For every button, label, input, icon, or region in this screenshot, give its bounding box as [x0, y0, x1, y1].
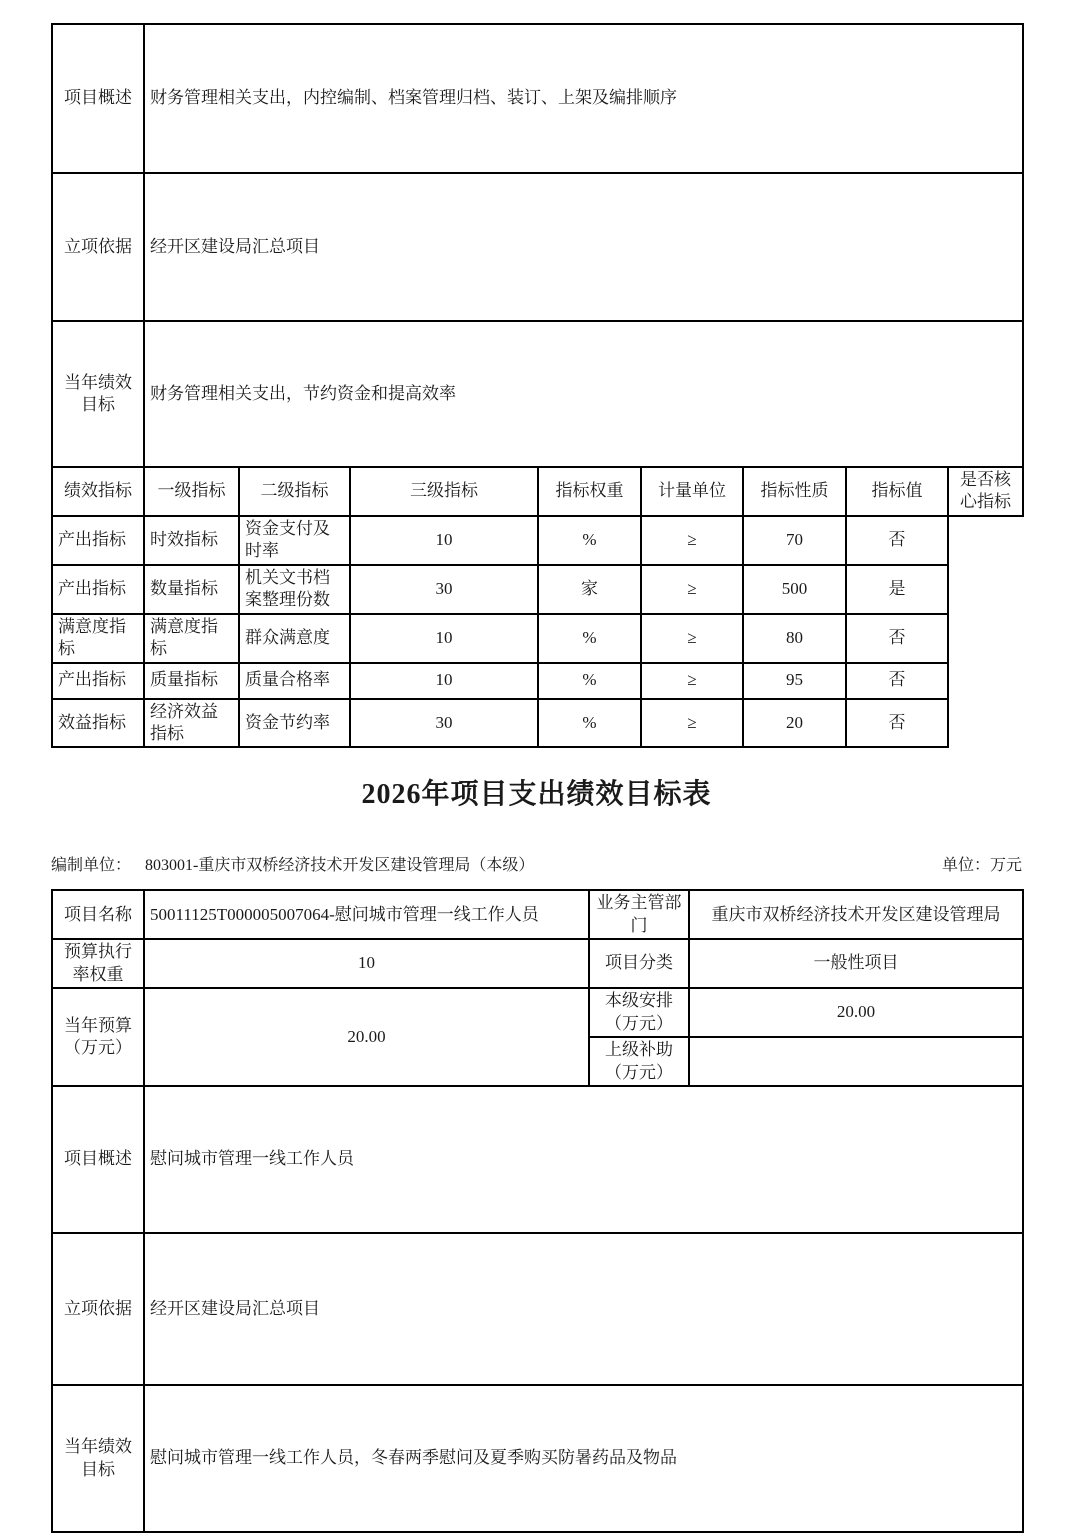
indicator-cell: ≥ [641, 516, 743, 565]
indicator-cell: 是 [846, 565, 948, 614]
indicator-row [52, 663, 1023, 699]
unit-label: 单位：万元 [941, 857, 1022, 875]
indicator-cell: % [538, 614, 641, 663]
project-overview-label: 项目概述 [52, 24, 144, 173]
indicator-cell: 满意度指标 [144, 614, 239, 663]
project-basis-label: 立项依据 [52, 173, 144, 321]
page-title: 2026年项目支出绩效目标表 [361, 779, 712, 811]
indicator-header-level1: 一级指标 [144, 467, 239, 516]
indicator-cell: 80 [743, 614, 846, 663]
prepared-by-value: 803001-重庆市双桥经济技术开发区建设管理局（本级） [145, 857, 535, 875]
indicator-cell: 家 [538, 565, 641, 614]
indicator-header-level2: 二级指标 [239, 467, 350, 516]
indicator-cell: 否 [846, 614, 948, 663]
annual-goal-value-2: 慰问城市管理一线工作人员，冬春两季慰问及夏季购买防暑药品及物品 [144, 1385, 1023, 1532]
indicator-cell: % [538, 663, 641, 699]
meta-line [51, 852, 1022, 875]
indicator-cell: ≥ [641, 565, 743, 614]
indicator-cell: 产出指标 [52, 516, 144, 565]
previous-project-table [51, 23, 1024, 748]
superior-subsidy-value [689, 1037, 1023, 1086]
indicator-cell: 产出指标 [52, 565, 144, 614]
exec-rate-value: 10 [144, 939, 589, 988]
budget-label: 当年预算（万元） [52, 988, 144, 1086]
indicator-cell: 否 [846, 663, 948, 699]
indicator-cell: 否 [846, 516, 948, 565]
indicator-header-level3: 三级指标 [350, 467, 538, 516]
indicator-cell: 群众满意度 [239, 614, 350, 663]
indicator-cell: ≥ [641, 663, 743, 699]
budget-value: 20.00 [144, 988, 589, 1086]
indicator-cell: 20 [743, 699, 846, 748]
indicator-header-weight: 指标权重 [538, 467, 641, 516]
indicator-cell: 质量合格率 [239, 663, 350, 699]
indicator-row [52, 614, 1023, 663]
project-name-label: 项目名称 [52, 890, 144, 939]
indicator-cell: 满意度指标 [52, 614, 144, 663]
indicator-cell: 质量指标 [144, 663, 239, 699]
exec-rate-label: 预算执行率权重 [52, 939, 144, 988]
indicator-cell: 机关文书档案整理份数 [239, 565, 350, 614]
project-overview-value-2: 慰问城市管理一线工作人员 [144, 1086, 1023, 1233]
indicator-cell: 500 [743, 565, 846, 614]
superior-subsidy-label: 上级补助（万元） [589, 1037, 689, 1086]
indicator-header-core: 是否核心指标 [948, 467, 1023, 516]
indicator-cell: % [538, 516, 641, 565]
project-target-table [51, 889, 1024, 1533]
indicator-cell: 产出指标 [52, 663, 144, 699]
annual-goal-label-2: 当年绩效目标 [52, 1385, 144, 1532]
indicator-cell: 10 [350, 516, 538, 565]
indicator-cell: 资金节约率 [239, 699, 350, 748]
indicator-header-nature: 指标性质 [743, 467, 846, 516]
indicator-cell: 10 [350, 614, 538, 663]
indicator-header-unit: 计量单位 [641, 467, 743, 516]
indicator-cell: 数量指标 [144, 565, 239, 614]
indicator-cell: ≥ [641, 614, 743, 663]
indicator-cell: 资金支付及时率 [239, 516, 350, 565]
category-value: 一般性项目 [689, 939, 1023, 988]
indicator-cell: 10 [350, 663, 538, 699]
project-overview-label-2: 项目概述 [52, 1086, 144, 1233]
project-basis-value-2: 经开区建设局汇总项目 [144, 1233, 1023, 1385]
indicator-cell: % [538, 699, 641, 748]
indicator-cell: 30 [350, 565, 538, 614]
dept-label: 业务主管部门 [589, 890, 689, 939]
indicator-cell: 经济效益指标 [144, 699, 239, 748]
dept-value: 重庆市双桥经济技术开发区建设管理局 [689, 890, 1023, 939]
local-arrangement-value: 20.00 [689, 988, 1023, 1037]
indicator-header-value: 指标值 [846, 467, 948, 516]
indicator-row [52, 699, 1023, 748]
local-arrangement-label: 本级安排（万元） [589, 988, 689, 1037]
annual-goal-label: 当年绩效目标 [52, 321, 144, 467]
indicator-cell: 95 [743, 663, 846, 699]
indicator-cell: 70 [743, 516, 846, 565]
indicators-section-label: 绩效指标 [52, 467, 144, 516]
indicator-cell: 30 [350, 699, 538, 748]
indicator-rows-body [52, 516, 1023, 748]
indicator-cell: ≥ [641, 699, 743, 748]
prepared-by-label: 编制单位： [51, 857, 132, 875]
category-label: 项目分类 [589, 939, 689, 988]
indicator-cell: 否 [846, 699, 948, 748]
indicator-row [52, 565, 1023, 614]
indicator-cell: 时效指标 [144, 516, 239, 565]
annual-goal-value: 财务管理相关支出，节约资金和提高效率 [144, 321, 1023, 467]
indicator-row [52, 516, 1023, 565]
project-overview-value: 财务管理相关支出，内控编制、档案管理归档、装订、上架及编排顺序 [144, 24, 1023, 173]
project-basis-label-2: 立项依据 [52, 1233, 144, 1385]
project-name-value: 50011125T000005007064-慰问城市管理一线工作人员 [144, 890, 589, 939]
project-basis-value: 经开区建设局汇总项目 [144, 173, 1023, 321]
indicator-cell: 效益指标 [52, 699, 144, 748]
